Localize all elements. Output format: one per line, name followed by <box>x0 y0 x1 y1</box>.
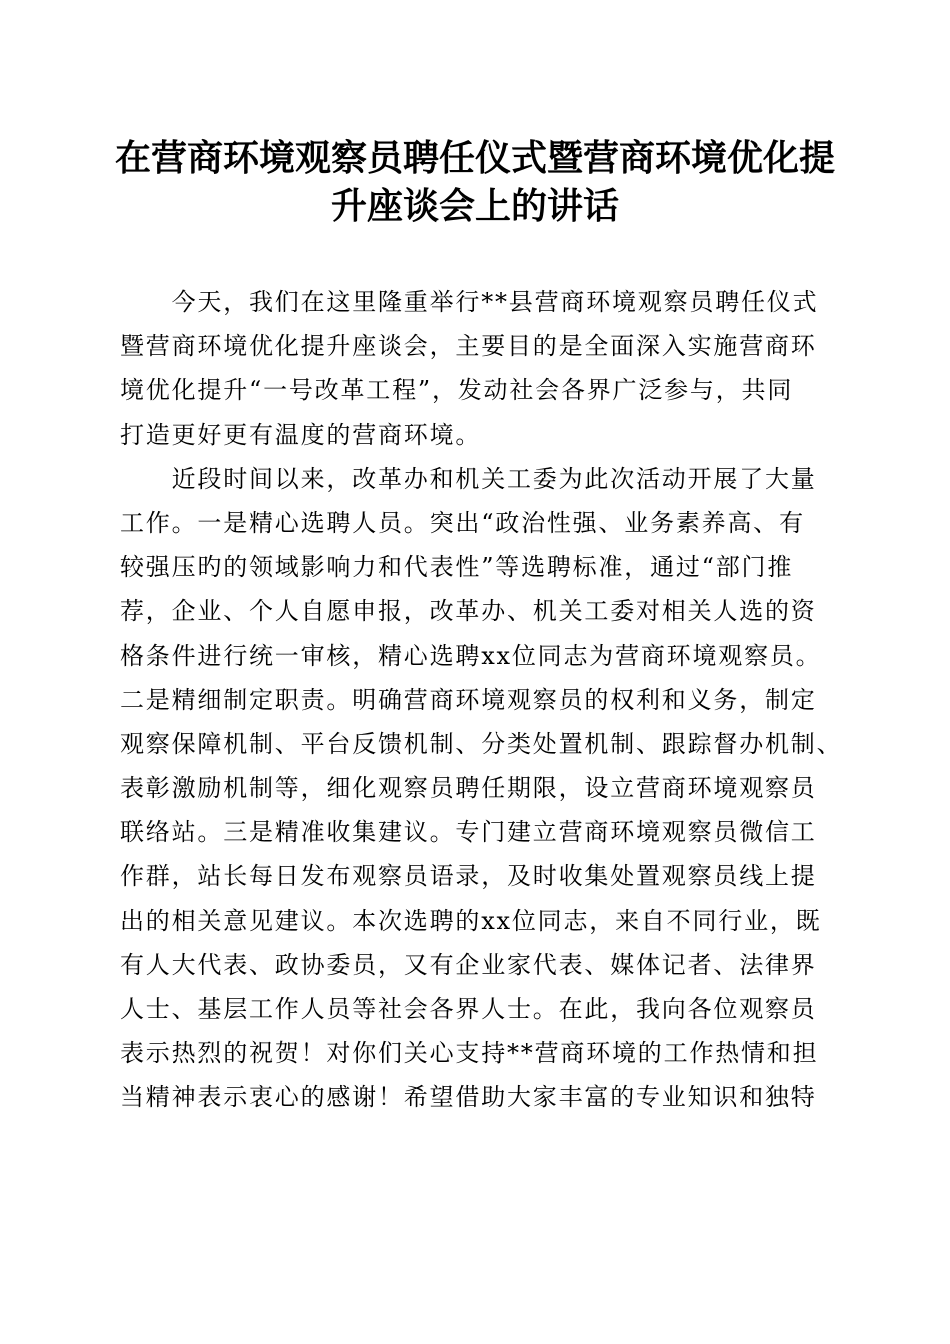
paragraph-line: 工作。一是精心选聘人员。突出“政治性强、业务素养高、有 <box>120 508 805 537</box>
paragraph-line: 今天，我们在这里隆重举行**县营商环境观察员聘任仪式 <box>120 288 819 316</box>
paragraph-line: 表彰激励机制等，细化观察员聘任期限，设立营商环境观察员 <box>120 774 817 803</box>
paragraph-line: 出的相关意见建议。本次选聘的xx位同志，来自不同行业，既 <box>120 906 822 935</box>
paragraph-line: 荐，企业、个人自愿申报，改革办、机关工委对相关人选的资 <box>120 597 817 626</box>
document-body <box>120 280 843 1120</box>
paragraph-line: 表示热烈的祝贺！对你们关心支持**营商环境的工作热情和担 <box>120 1039 819 1068</box>
paragraph-line: 较强压旳的领域影响力和代表性”等选聘标准，通过“部门推 <box>120 553 794 582</box>
paragraph-2 <box>120 457 843 1120</box>
paragraph-line: 当精神表示衷心的感谢！希望借助大家丰富的专业知识和独特 <box>120 1083 817 1112</box>
paragraph-line: 格条件进行统一审核，精心选聘xx位同志为营商环境观察员。 <box>120 641 822 670</box>
paragraph-line: 近段时间以来，改革办和机关工委为此次活动开展了大量 <box>120 464 817 493</box>
paragraph-line: 二是精细制定职责。明确营商环境观察员的权利和义务，制定 <box>120 685 817 714</box>
paragraph-line: 作群，站长每日发布观察员语录，及时收集处置观察员线上提 <box>120 862 817 891</box>
paragraph-line: 联络站。三是精准收集建议。专门建立营商环境观察员微信工 <box>120 818 817 847</box>
paragraph-line: 人士、基层工作人员等社会各界人士。在此，我向各位观察员 <box>120 995 817 1023</box>
paragraph-line: 有人大代表、政协委员，又有企业家代表、媒体记者、法律界 <box>120 950 817 979</box>
paragraph-line: 观察保障机制、平台反馈机制、分类处置机制、跟踪督办机制、 <box>120 729 843 758</box>
paragraph-line: 境优化提升“一号改革工程”，发动社会各界广泛参与，共同 <box>120 376 794 405</box>
paragraph-1 <box>120 280 832 457</box>
title-line-2: 升座谈会上的讲话 <box>330 185 619 227</box>
title-line-1: 在营商环境观察员聘任仪式暨营商环境优化提 <box>114 137 835 179</box>
paragraph-line: 暨营商环境优化提升座谈会，主要目的是全面深入实施营商环 <box>120 332 817 361</box>
paragraph-line: 打造更好更有温度的营商环境。 <box>120 420 482 449</box>
document-title <box>110 134 840 230</box>
